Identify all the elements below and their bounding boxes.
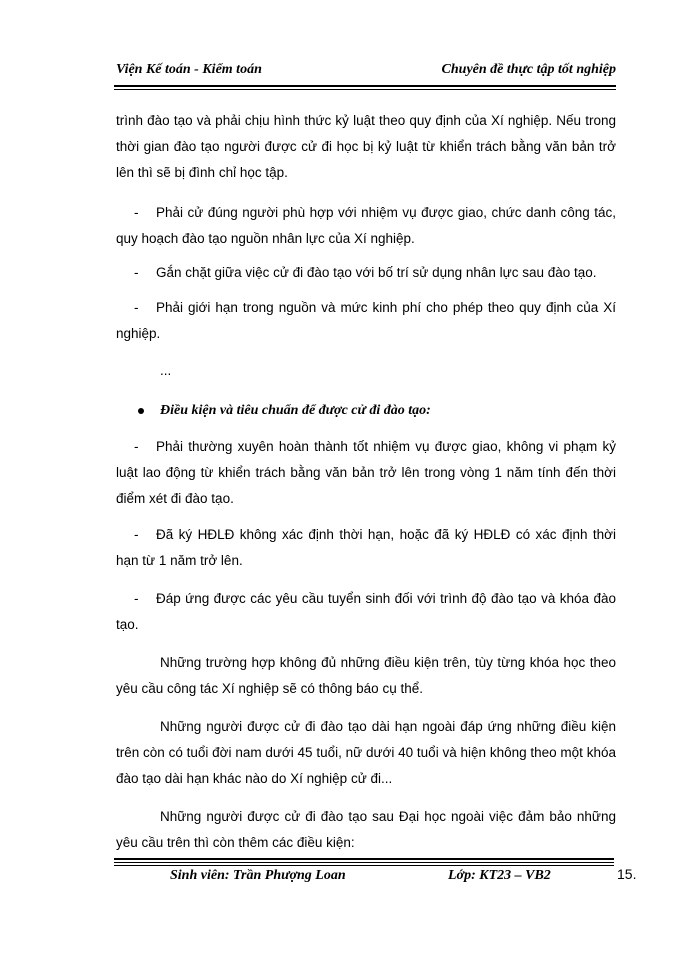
bullet-icon: [138, 408, 144, 414]
footer-rule-thin-2: [114, 865, 614, 866]
footer-student-name: Sinh viên: Trần Phượng Loan: [170, 868, 346, 883]
footer-class: Lớp: KT23 – VB2: [448, 868, 551, 883]
dash-item-right-person: - Phải cử đúng người phù hợp với nhiệm vụ được giao, chức danh công tác, quy hoạch đào tạo nguồn nhân lực của Xí nghiệp.: [116, 200, 616, 252]
page-number: 15.: [617, 866, 637, 882]
dash-item-budget-limit: - Phải giới hạn trong nguồn và mức kinh phí cho phép theo quy định của Xí nghiệp.: [116, 295, 616, 347]
header-report-title: Chuyên đề thực tập tốt nghiệp: [441, 62, 616, 77]
dash-mark: -: [134, 527, 139, 542]
dash-item-complete-duties: - Phải thường xuyên hoàn thành tốt nhiệm vụ được giao, không vi phạm kỷ luật lao động từ khiển trách bằng văn bản trở lên trong vòng 1 năm tính đến thời điểm xét đi đào tạo.: [116, 434, 616, 512]
dash-mark: -: [134, 439, 139, 454]
paragraph-postgraduate-training: Những người được cử đi đào tạo sau Đại học ngoài việc đảm bảo những yêu cầu trên thì còn thêm các điều kiện:: [116, 809, 616, 850]
dash-mark: -: [134, 300, 139, 315]
footer-rule-thin: [114, 862, 614, 863]
footer-rule-thick: [114, 858, 614, 860]
dash-item-labor-contract: - Đã ký HĐLĐ không xác định thời hạn, hoặc đã ký HĐLĐ có xác định thời hạn từ 1 năm trở lên.: [116, 522, 616, 574]
dash-item-admission-requirements: - Đáp ứng được các yêu cầu tuyển sinh đối với trình độ đào tạo và khóa đào tạo.: [116, 586, 616, 638]
header-institute: Viện Kế toán - Kiểm toán: [116, 62, 262, 77]
paragraph-training-discipline: trình đào tạo và phải chịu hình thức kỷ luật theo quy định của Xí nghiệp. Nếu trong thời gian đào tạo người được cử đi học bị kỷ luật từ khiển trách bằng văn bản trở lên thì sẽ bị đình chỉ học tập.: [116, 113, 616, 180]
dash-mark: -: [134, 265, 139, 280]
dash-item-link-usage: - Gắn chặt giữa việc cử đi đào tạo với bố trí sử dụng nhân lực sau đào tạo.: [116, 260, 616, 286]
paragraph-insufficient-cases: Những trường hợp không đủ những điều kiện trên, tùy từng khóa học theo yêu cầu công tác Xí nghiệp sẽ có thông báo cụ thể.: [116, 655, 616, 696]
page-header: [116, 62, 616, 82]
header-rule-thick: [114, 85, 616, 87]
dash-mark: -: [134, 591, 139, 606]
header-rule-thin: [114, 89, 616, 90]
paragraph-long-term-training: Những người được cử đi đào tạo dài hạn ngoài đáp ứng những điều kiện trên còn có tuổi đời nam dưới 45 tuổi, nữ dưới 40 tuổi và hiện không theo một khóa đào tạo dài hạn khác nào do Xí nghiệp cử đi...: [116, 719, 616, 786]
dash-mark: -: [134, 205, 139, 220]
